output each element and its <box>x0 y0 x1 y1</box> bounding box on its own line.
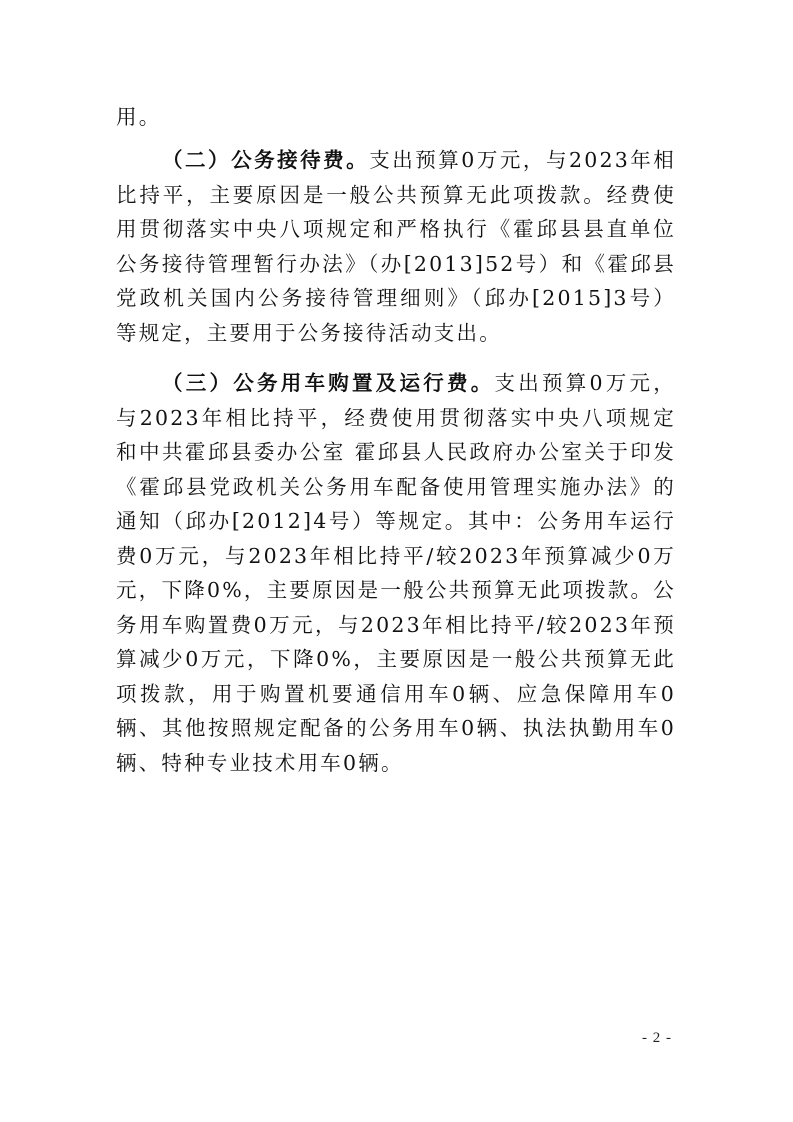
section-heading-vehicle: （三）公务用车购置及运行费。 <box>162 371 495 395</box>
paragraph-body-wrapper <box>116 143 676 350</box>
paragraph-vehicle-expenses <box>116 366 676 780</box>
paragraph-body-reception: 支出预算0万元，与2023年相比持平，主要原因是一般公共预算无此项拨款。经费使用贯彻落实中央八项规定和严格执行《霍邱县县直单位公务接待管理暂行办法》（办[2013]52号）和《霍邱县党政机关国内公务接待管理细则》（邱办[2015]3号）等规定，主要用于公务接待活动支出。 <box>116 148 676 345</box>
paragraph-body-vehicle: 支出预算0万元，与2023年相比持平，经费使用贯彻落实中央八项规定和中共霍邱县委办公室 霍邱县人民政府办公室关于印发《霍邱县党政机关公务用车配备使用管理实施办法》的通知（邱办[2012]4号）等规定。其中：公务用车运行费0万元，与2023年相比持平/较2023年预算减少0万元，下降0%，主要原因是一般公共预算无此项拨款。公务用车购置费0万元，与2023年相比持平/较2023年预算减少0万元，下降0%，主要原因是一般公共预算无此项拨款，用于购置机要通信用车0辆、应急保障用车0辆、其他按照规定配备的公务用车0辆、执法执勤用车0辆、特种专业技术用车0辆。 <box>116 371 676 775</box>
page-number: - 2 - <box>642 1030 672 1046</box>
paragraph-body-wrapper <box>116 366 676 780</box>
paragraph-text: 用。 <box>116 105 162 129</box>
section-heading-reception: （二）公务接待费。 <box>162 148 370 172</box>
paragraph-continuation <box>116 100 676 135</box>
paragraph-reception-expenses <box>116 143 676 350</box>
